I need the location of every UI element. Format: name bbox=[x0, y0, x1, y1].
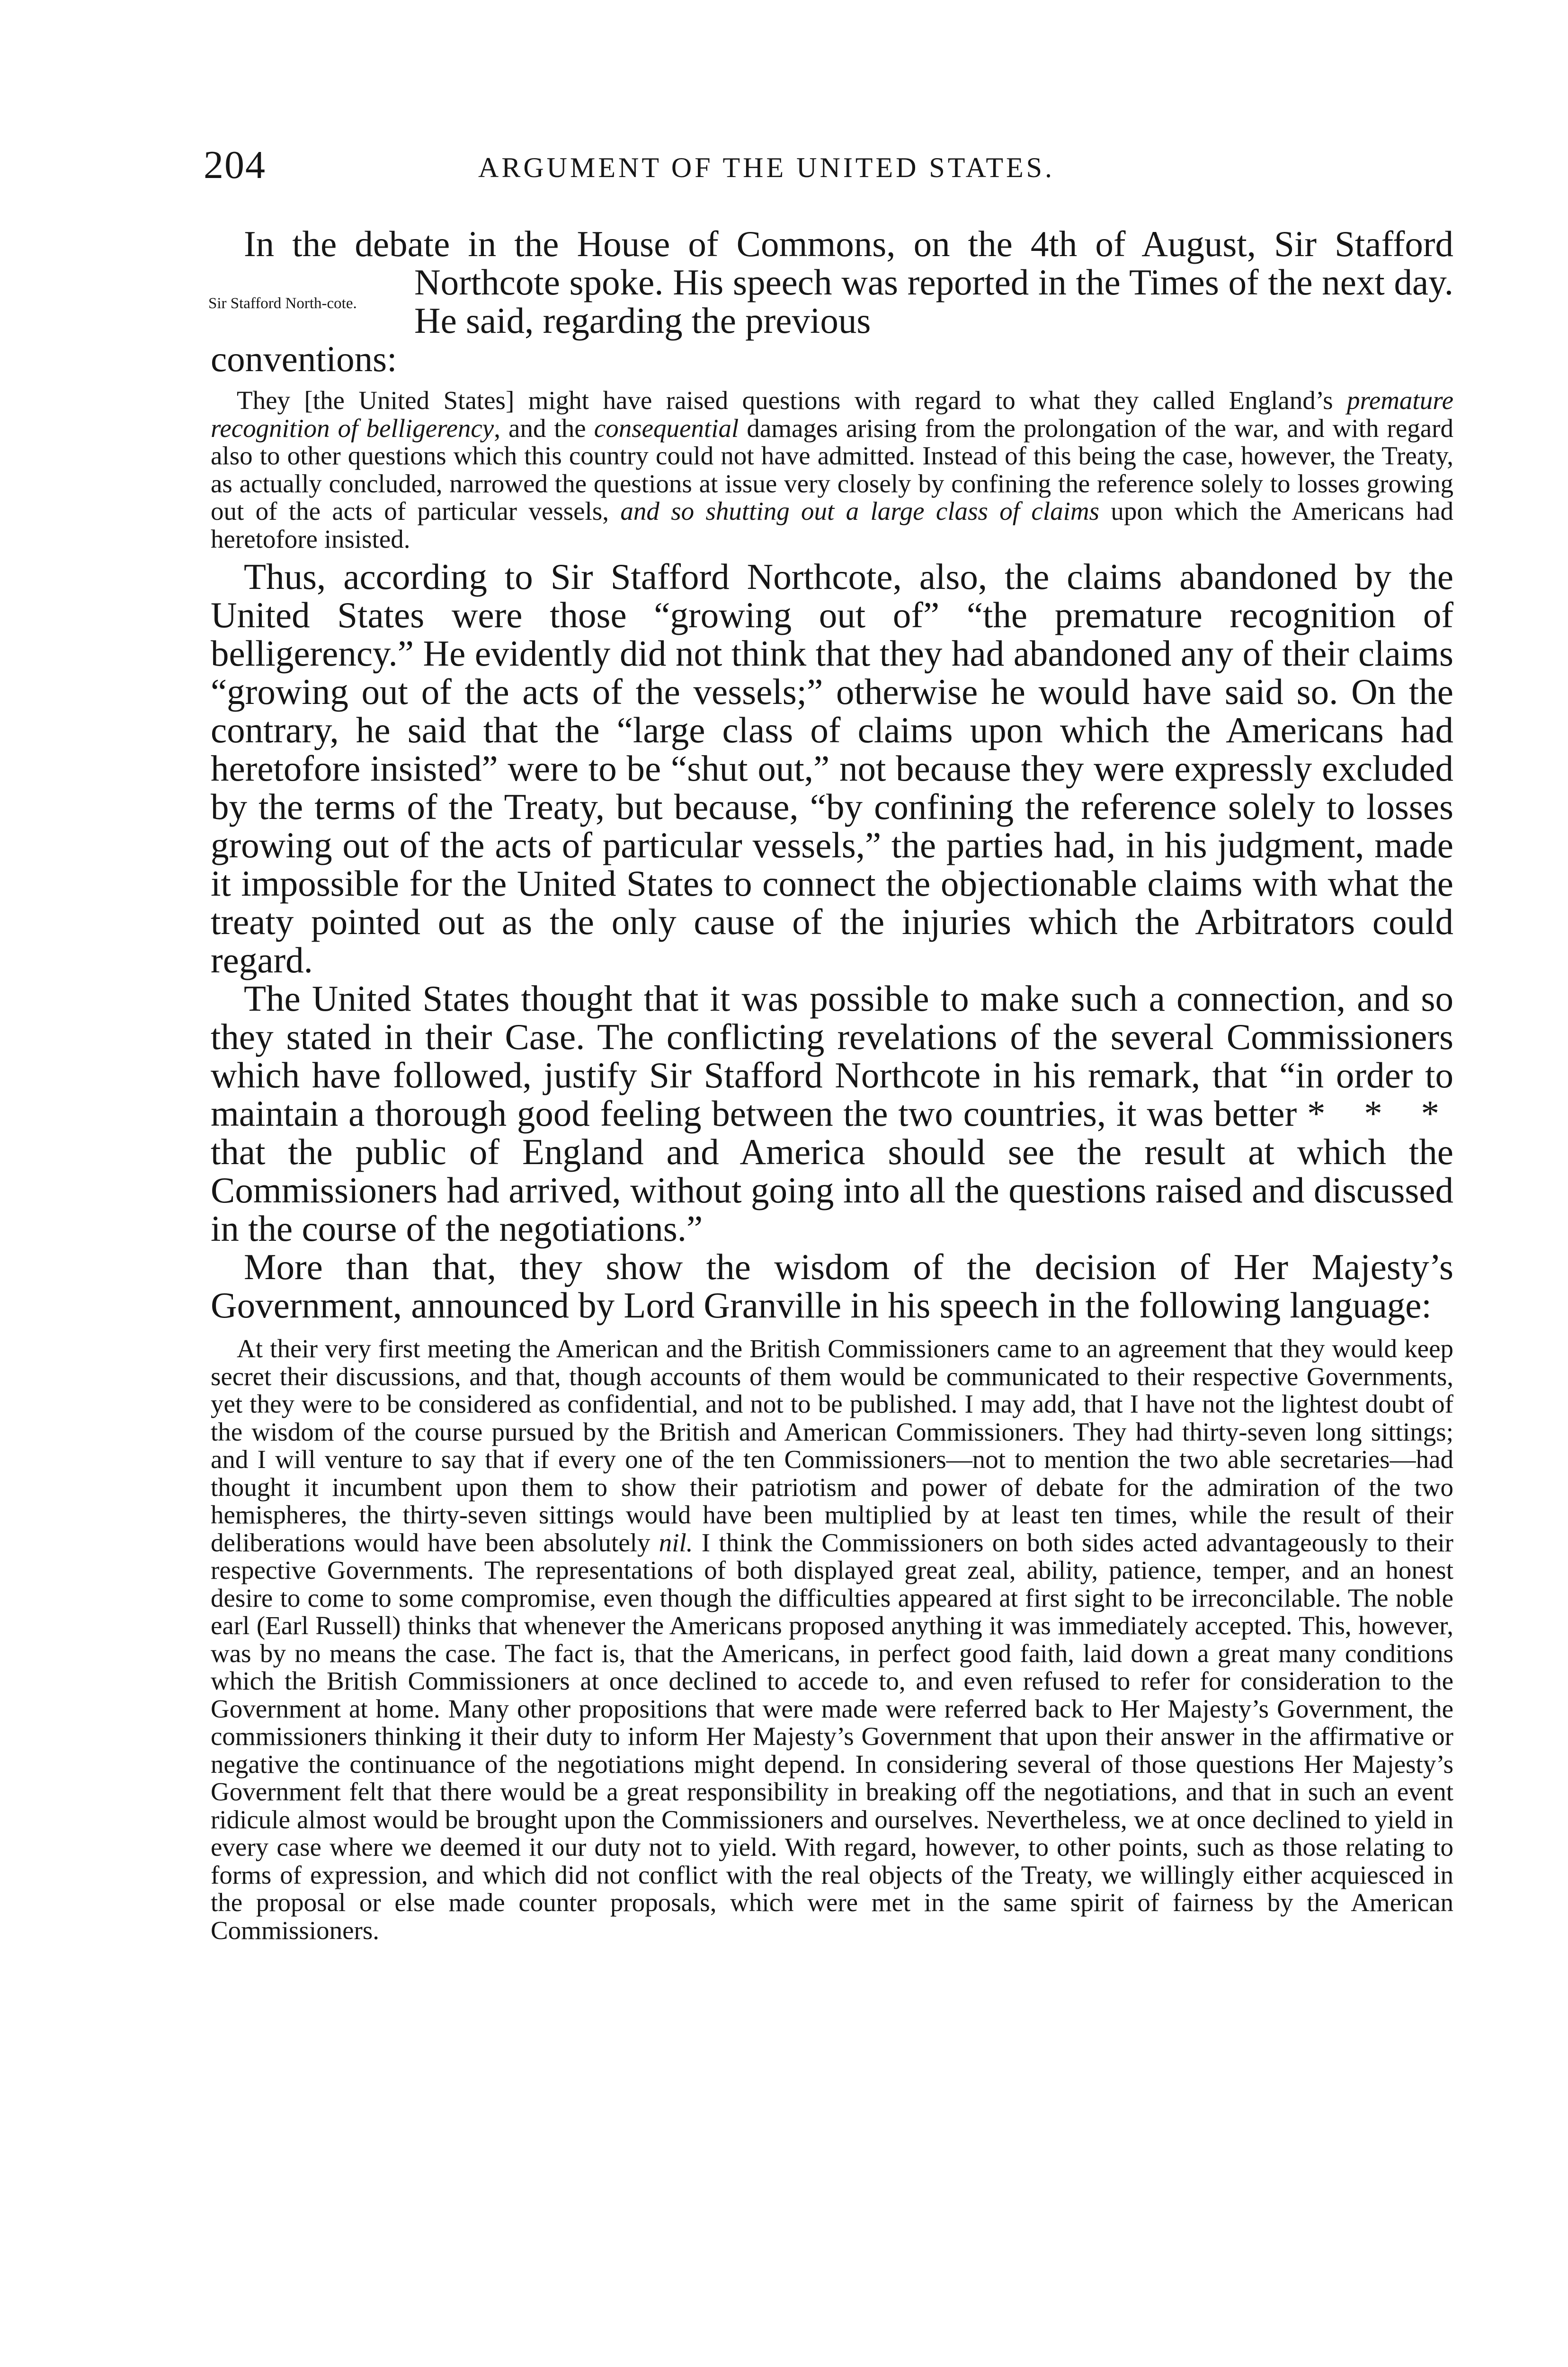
page-header bbox=[204, 142, 1458, 194]
ellipsis-stars: * * * bbox=[1307, 1093, 1454, 1134]
quote-northcote-italic: consequential bbox=[594, 413, 739, 443]
quote-northcote bbox=[211, 387, 1453, 553]
text-column bbox=[211, 225, 1453, 1944]
quote-granville-italic: nil. bbox=[659, 1528, 693, 1557]
paragraph-connection bbox=[211, 979, 1453, 1248]
margin-sidenote: Sir Stafford North-cote. bbox=[208, 295, 357, 312]
paragraph-connection-text: The United States thought that it was possible to make such a connection, and so they stated in their Case. The conflicting revelations of the several Commissioners which have followed, justify Sir Stafford Northcote in his remark, that “in order to maintain a thorough good feeling between the two countries, it was better bbox=[211, 978, 1453, 1134]
quote-granville-text: At their very first meeting the American and the British Commissioners came to an agreement that they would keep secret their discussions, and that, though accounts of them would be communicated to their respective Governments, yet they were to be considered as confidential, and not to be published. I may add, that I have not the lightest doubt of the wisdom of the course pursued by the British and American Commissioners. They had thirty-seven long sittings; and I will venture to say that if every one of the ten Commissioners—not to mention the two able secretaries—had thought it incumbent upon them to show their patriotism and power of debate for the admiration of the two hemispheres, the thirty-seven sittings would have been multiplied by at least ten times, while the result of their deliberations would have been absolutely bbox=[211, 1334, 1453, 1557]
quote-northcote-text: They [the United States] might have raised questions with regard to what they called England’s bbox=[237, 386, 1347, 415]
quote-granville bbox=[211, 1335, 1453, 1944]
paragraph-connection-text: that the public of England and America should see the result at which the Commissioners had arrived, without going into all the questions raised and discussed in the course of the negotiations.” bbox=[211, 1131, 1453, 1249]
paragraph-granville-intro: More than that, they show the wisdom of the decision of Her Majesty’s Government, announced by Lord Granville in his speech in the following language: bbox=[211, 1246, 1453, 1326]
quote-northcote-text: upon which the Americans had heretofore insisted. bbox=[211, 497, 1453, 553]
page-number: 204 bbox=[204, 143, 266, 187]
quote-northcote-text: , and the bbox=[494, 413, 594, 443]
quote-northcote-italic: premature recognition of belligerency bbox=[211, 386, 1453, 443]
quote-granville-text: I think the Commissioners on both sides acted advantageously to their respective Governments. The representations of both displayed great zeal, ability, patience, temper, and an honest desire to come to some compromise, even though the difficulties appeared at first sight to be irreconcilable. The noble earl (Earl Russell) thinks that whenever the Americans proposed anything it was immediately accepted. This, however, was by no means the case. The fact is, that the Americans, in perfect good faith, laid down a great many conditions which the British Commissioners at once declined to accede to, and even refused to refer for consideration to the Government at home. Many other propositions that were made were referred back to Her Majesty’s Government, the commissioners thinking it their duty to inform Her Majesty’s Government that upon their answer in the affirmative or negative the continuance of the negotiations might depend. In considering several of those questions Her Majesty’s Government felt that there would be a great responsibility in breaking off the negotiations, and that in such an event ridicule almost would be brought upon the Commissioners and ourselves. Nevertheless, we at once declined to yield in every case where we deemed it our duty not to yield. With regard, however, to other points, such as those relating to forms of expression, and which did not conflict with the real objects of the Treaty, we willingly either acquiesced in the proposal or else made counter proposals, which were met in the same spirit of fairness by the American Commissioners. bbox=[211, 1528, 1453, 1945]
running-head: ARGUMENT OF THE UNITED STATES. bbox=[478, 152, 1055, 183]
paragraph-claims-abandoned: Thus, according to Sir Stafford Northcote, also, the claims abandoned by the United States were those “growing out of” “the premature recognition of belligerency.” He evidently did not think that they had abandoned any of their claims “growing out of the acts of the vessels;” otherwise he would have said so. On the contrary, he said that the “large class of claims upon which the Americans had heretofore insisted” were to be “shut out,” not because they were expressly excluded by the terms of the Treaty, but because, “by confining the reference solely to losses growing out of the acts of particular vessels,” the parties had, in his judgment, made it impossible for the United States to connect the objectionable claims with what the treaty pointed out as the only cause of the injuries which the Arbitrators could regard. bbox=[211, 556, 1453, 980]
paragraph-debate-intro-end: conventions: bbox=[211, 338, 397, 379]
quote-northcote-italic: and so shutting out a large class of claims bbox=[620, 497, 1100, 525]
paragraph-debate-intro: In the debate in the House of Commons, on the 4th of August, Sir Stafford Northcote spoke. His speech was reported in the Times of the next day. He said, regarding the previous bbox=[244, 223, 1453, 341]
quote-northcote-text: damages arising from the prolongation of the war, and with regard also to other questions which this country could not have admitted. Instead of this being the case, however, the Treaty, as actually concluded, narrowed the questions at issue very closely by confining the reference solely to losses growing out of the acts of particular vessels, bbox=[211, 413, 1453, 525]
